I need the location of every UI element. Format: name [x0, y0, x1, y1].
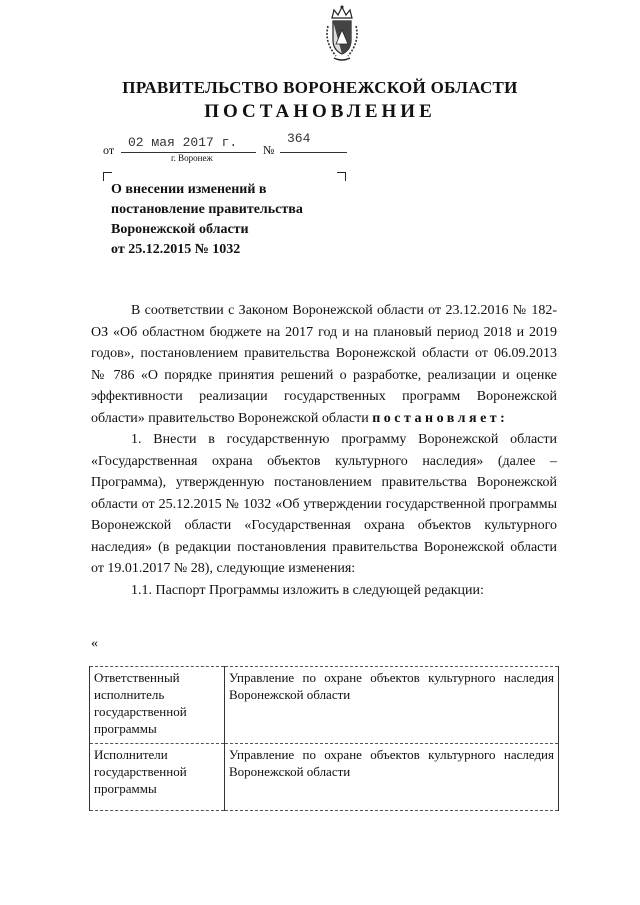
subject-line: от 25.12.2015 № 1032: [111, 242, 241, 257]
table-row: [90, 667, 559, 744]
point-1: 1. Внести в государственную программу Воронежской области «Государственная охрана объектов культурного наследия» (далее – Программа), утвержденную постановлением правительства Воронежской области от 25.12.2015 № 1032 «Об утверждении государственной программы Воронежской области «Государственная охрана объектов культурного наследия» (в редакции постановления правительства Воронежской области от 19.01.2017 № 28), следующие изменения:: [91, 432, 557, 576]
government-title: ПРАВИТЕЛЬСТВО ВОРОНЕЖСКОЙ ОБЛАСТИ: [122, 78, 518, 97]
passport-label: Исполнители государственной программы: [90, 744, 225, 811]
preamble-text: В соответствии с Законом Воронежской области от 23.12.2016 № 182-ОЗ «Об областном бюджете на 2017 год и на плановый период 2018 и 2019 годов», постановлением правительства Воронежской области от 06.09.2013 № 786 «О порядке принятия решений о разработке, реализации и оценке эффективности реализации государственных программ Воронежской области» правительство Воронежской области: [91, 303, 557, 426]
voronezh-coat-of-arms-icon: [322, 4, 362, 64]
point-1-1: 1.1. Паспорт Программы изложить в следующей редакции:: [131, 582, 484, 598]
subject-line: постановление правительства: [111, 202, 303, 217]
passport-label: Ответственный исполнитель государственной программы: [90, 667, 225, 744]
passport-value: Управление по охране объектов культурного наследия Воронежской области: [225, 667, 559, 744]
document-body: [91, 300, 557, 601]
program-passport-table: [89, 666, 559, 811]
number-underline: [280, 152, 347, 153]
decree-word: постановляет:: [372, 410, 509, 426]
document-type: ПОСТАНОВЛЕНИЕ: [204, 101, 436, 122]
document-subject: [111, 180, 351, 260]
city-label: г. Воронеж: [171, 153, 213, 163]
subject-line: О внесении изменений в: [111, 182, 267, 197]
table-row: [90, 744, 559, 811]
preamble-paragraph: [91, 300, 557, 429]
subject-line: Воронежской области: [111, 222, 249, 237]
number-label: №: [263, 143, 275, 157]
document-number: 364: [287, 131, 311, 146]
date-label: от: [103, 143, 115, 157]
passport-value: Управление по охране объектов культурного наследия Воронежской области: [225, 744, 559, 811]
opening-quote: «: [91, 636, 98, 651]
document-date: 02 мая 2017 г.: [128, 135, 238, 150]
